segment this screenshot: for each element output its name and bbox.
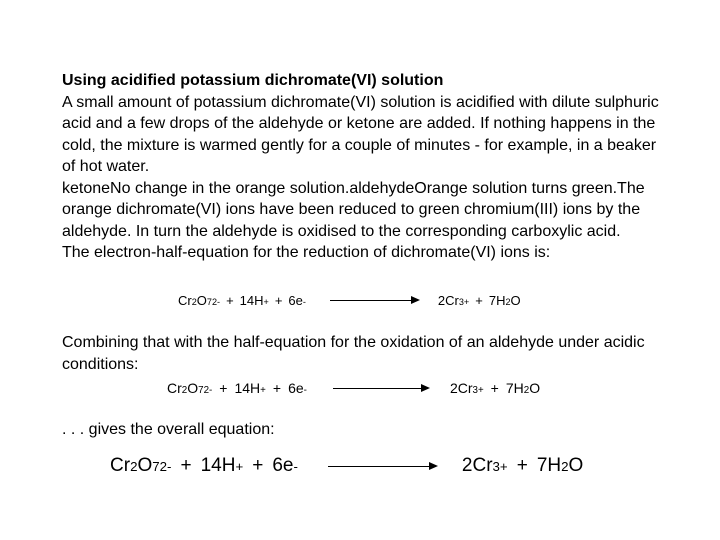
paragraph-half-equation-intro: The electron-half-equation for the reduction of dichromate(VI) ions is: — [62, 244, 551, 261]
reaction-arrow — [333, 388, 428, 389]
equation-2: Cr 2 O 7 2- + 14H + + 6e - 2Cr 3+ + 7H 2 O — [167, 380, 541, 396]
equation-1: Cr 2 O 7 2- + 14H + + 6e - 2Cr 3+ + 7H 2 O — [178, 293, 521, 308]
paragraph-procedure: A small amount of potassium dichromate(VI) solution is acidified with dilute sulphuric acid and a few drops of the aldehyde or ketone are added. If nothing happens in the cold, the mixture is warmed gently for a couple of minutes - for example, in a beaker of hot water. — [62, 93, 659, 175]
paragraph-overall: . . . gives the overall equation: — [62, 421, 275, 438]
paragraph-observations: ketoneNo change in the orange solution.aldehydeOrange solution turns green.The orange dichromate(VI) ions have been reduced to green chromium(III) ions by the aldehyde. In turn the aldehyde is oxidised to the corresponding carboxylic acid. — [62, 179, 645, 240]
equation-3: Cr 2 O 7 2- + 14H + + 6e - 2Cr 3+ + 7H 2 O — [110, 455, 584, 476]
reaction-arrow — [328, 466, 436, 467]
paragraph-combining: Combining that with the half-equation for the oxidation of an aldehyde under acidic conditions: — [62, 334, 645, 373]
main-text — [62, 70, 662, 264]
heading: Using acidified potassium dichromate(VI) solution — [62, 72, 444, 89]
reaction-arrow — [330, 300, 418, 301]
